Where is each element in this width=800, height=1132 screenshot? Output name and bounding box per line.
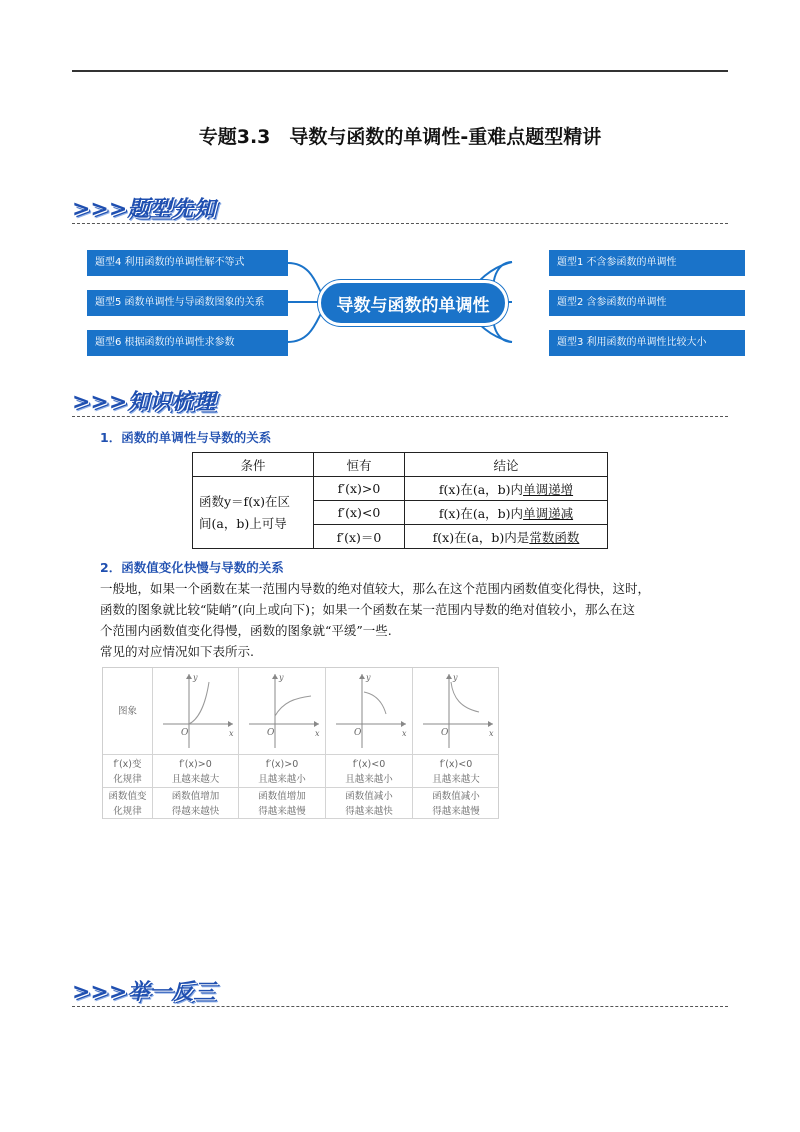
graph-decreasing-slow: [413, 668, 499, 755]
row-label-graph: 图象: [103, 668, 153, 755]
svg-text:O: O: [267, 728, 275, 738]
deriv-cell: f′(x)<0 且越来越大: [413, 755, 499, 788]
mindmap-node-type1: 题型1 不含参函数的单调性: [549, 250, 745, 276]
derivative-cell: f′(x)＝0: [314, 525, 405, 549]
table-header: 条件: [193, 453, 314, 477]
rate-of-change-table: [102, 667, 499, 819]
svg-text:y: y: [366, 673, 371, 682]
svg-text:x: x: [229, 729, 234, 738]
row-label-func: 函数值变 化规律: [103, 788, 153, 819]
derivative-cell: f′(x)<0: [314, 501, 405, 525]
svg-text:x: x: [402, 729, 407, 738]
table-header: 恒有: [314, 453, 405, 477]
conclusion-cell: f(x)在(a，b)内单调递增: [405, 477, 608, 501]
mindmap-node-type3: 题型3 利用函数的单调性比较大小: [549, 330, 745, 356]
section-title: >>>题型先知: [72, 197, 216, 222]
section-title: >>>举一反三: [72, 980, 216, 1005]
paragraph: 一般地，如果一个函数在某一范围内导数的绝对值较大，那么在这个范围内函数值变化得快，这时， 函数的图象就比较“陡峭”(向上或向下)；如果一个函数在某一范围内导数的绝对值较小，那么在这 个范围内函数值变化得慢，函数的图象就“平缓”一些. 常见的对应情况如下表所示.: [100, 581, 651, 659]
mindmap-node-type6: 题型6 根据函数的单调性求参数: [87, 330, 288, 356]
func-cell: 函数值减小 得越来越慢: [413, 788, 499, 819]
conclusion-cell: f(x)在(a，b)内单调递减: [405, 501, 608, 525]
svg-text:O: O: [181, 728, 189, 738]
table-header: 结论: [405, 453, 608, 477]
section-divider: [72, 416, 728, 417]
graph-decreasing-fast: [326, 668, 413, 755]
svg-text:y: y: [279, 673, 284, 682]
condition-line: 间(a，b)上可导: [199, 515, 287, 531]
svg-text:O: O: [441, 728, 449, 738]
page-title: 专题3.3 导数与函数的单调性-重难点题型精讲: [198, 126, 602, 148]
subheading-monotonicity: 1．函数的单调性与导数的关系: [100, 430, 272, 445]
mindmap-node-type5: 题型5 函数单调性与导函数图象的关系: [87, 290, 288, 316]
mindmap-node-type2: 题型2 含参函数的单调性: [549, 290, 745, 316]
func-cell: 函数值增加 得越来越慢: [239, 788, 326, 819]
condition-line: 函数y＝f(x)在区: [199, 493, 290, 509]
section-title: >>>知识梳理: [72, 390, 216, 415]
section-divider: [72, 1006, 728, 1007]
conclusion-cell: f(x)在(a，b)内是常数函数: [405, 525, 608, 549]
svg-text:O: O: [354, 728, 362, 738]
condition-cell: [193, 477, 314, 549]
deriv-cell: f′(x)>0 且越来越小: [239, 755, 326, 788]
derivative-cell: f′(x)>0: [314, 477, 405, 501]
mindmap-node-type4: 题型4 利用函数的单调性解不等式: [87, 250, 288, 276]
graph-increasing-fast: [153, 668, 239, 755]
func-cell: 函数值减小 得越来越快: [326, 788, 413, 819]
graph-increasing-slow: [239, 668, 326, 755]
subheading-rate: 2．函数值变化快慢与导数的关系: [100, 560, 284, 575]
monotonicity-table: [192, 452, 608, 549]
row-label-deriv: f′(x)变 化规律: [103, 755, 153, 788]
svg-text:x: x: [489, 729, 494, 738]
svg-text:y: y: [193, 673, 198, 682]
deriv-cell: f′(x)>0 且越来越大: [153, 755, 239, 788]
svg-text:y: y: [453, 673, 458, 682]
section-header-knowledge: [72, 385, 728, 419]
func-cell: 函数值增加 得越来越快: [153, 788, 239, 819]
section-header-practice: [72, 975, 728, 1009]
deriv-cell: f′(x)<0 且越来越小: [326, 755, 413, 788]
svg-text:x: x: [315, 729, 320, 738]
mindmap-center-node: 导数与函数的单调性: [318, 280, 508, 326]
